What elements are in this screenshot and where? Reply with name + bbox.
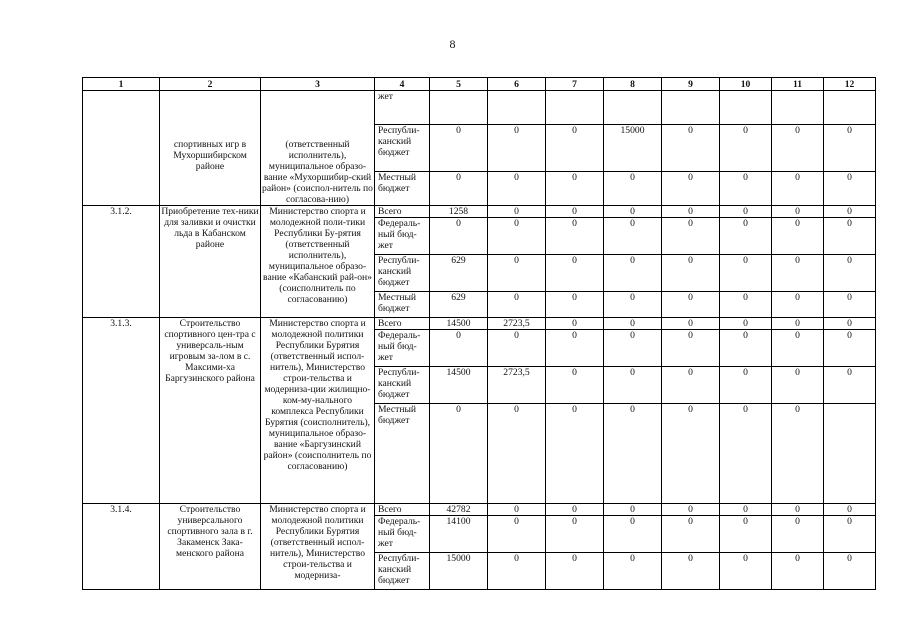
value-cell: 0 (546, 318, 604, 330)
value-cell: 629 (430, 255, 488, 292)
header-row (83, 78, 876, 91)
funding-source: Республи-канский бюджет (375, 124, 430, 172)
value-cell: 42782 (430, 504, 488, 516)
item-name: Строительство спортивного цен-тра с универсаль-ным игровым за-лом в с. Максими-ха Баргузинского района (160, 318, 261, 504)
value-cell: 14500 (430, 318, 488, 330)
value-cell: 0 (772, 404, 824, 504)
value-cell: 0 (824, 124, 876, 172)
value-cell: 0 (662, 516, 720, 553)
value-cell: 0 (772, 124, 824, 172)
value-cell: 0 (824, 318, 876, 330)
value-cell: 0 (772, 553, 824, 590)
value-cell: 2723,5 (488, 318, 546, 330)
value-cell: 0 (546, 516, 604, 553)
value-cell: 0 (662, 553, 720, 590)
value-cell: 0 (604, 367, 662, 404)
funding-source: Всего (375, 318, 430, 330)
item-executor: Министерство спорта и молодежной политики Республики Бурятия (ответственный испол-нитель), Министерство строи-тельства и модерниза- (261, 504, 375, 590)
value-cell: 0 (604, 404, 662, 504)
value-cell: 0 (546, 292, 604, 318)
value-cell: 0 (546, 172, 604, 206)
value-cell (430, 91, 488, 125)
funding-source: Республи-канский бюджет (375, 255, 430, 292)
value-cell: 0 (824, 172, 876, 206)
value-cell: 0 (662, 172, 720, 206)
value-cell: 0 (720, 516, 772, 553)
col-header: 11 (772, 78, 824, 91)
value-cell (662, 91, 720, 125)
value-cell: 0 (488, 292, 546, 318)
value-cell: 0 (604, 553, 662, 590)
item-number: 3.1.4. (83, 504, 160, 590)
value-cell (488, 91, 546, 125)
value-cell: 0 (430, 124, 488, 172)
value-cell: 0 (604, 318, 662, 330)
funding-source: Республи-канский бюджет (375, 367, 430, 404)
item-name: спортивных игр в Мухоршибирском районе (160, 91, 261, 206)
value-cell: 0 (720, 206, 772, 218)
value-cell: 0 (488, 255, 546, 292)
item-name: Строительство универсального спортивного зала в г. Закаменск Зака-менского района (160, 504, 261, 590)
value-cell: 0 (662, 206, 720, 218)
value-cell: 0 (546, 404, 604, 504)
col-header: 8 (604, 78, 662, 91)
program-table (82, 77, 876, 590)
value-cell: 15000 (604, 124, 662, 172)
value-cell: 0 (720, 124, 772, 172)
value-cell: 0 (720, 553, 772, 590)
value-cell: 0 (772, 330, 824, 367)
value-cell: 0 (430, 330, 488, 367)
value-cell: 0 (824, 218, 876, 255)
value-cell: 0 (546, 504, 604, 516)
value-cell: 0 (720, 255, 772, 292)
value-cell: 0 (720, 504, 772, 516)
table-row (83, 318, 876, 330)
value-cell: 629 (430, 292, 488, 318)
funding-source: Всего (375, 206, 430, 218)
value-cell: 0 (772, 504, 824, 516)
value-cell: 0 (546, 206, 604, 218)
value-cell: 0 (772, 218, 824, 255)
value-cell: 0 (604, 504, 662, 516)
value-cell: 0 (546, 124, 604, 172)
value-cell: 0 (720, 404, 772, 504)
value-cell: 0 (662, 318, 720, 330)
value-cell: 0 (662, 255, 720, 292)
funding-source: жет (375, 91, 430, 125)
value-cell: 0 (488, 516, 546, 553)
value-cell: 0 (604, 206, 662, 218)
value-cell: 0 (772, 172, 824, 206)
value-cell: 0 (488, 206, 546, 218)
value-cell: 0 (546, 330, 604, 367)
value-cell: 0 (604, 218, 662, 255)
value-cell: 0 (824, 516, 876, 553)
value-cell: 0 (824, 330, 876, 367)
value-cell: 0 (488, 553, 546, 590)
col-header: 9 (662, 78, 720, 91)
funding-source: Федераль-ный бюд-жет (375, 330, 430, 367)
value-cell (824, 404, 876, 504)
item-number: 3.1.2. (83, 206, 160, 318)
value-cell: 0 (824, 367, 876, 404)
value-cell: 0 (430, 172, 488, 206)
value-cell: 0 (720, 330, 772, 367)
value-cell (720, 91, 772, 125)
value-cell: 0 (662, 504, 720, 516)
value-cell: 14500 (430, 367, 488, 404)
item-number (83, 91, 160, 206)
item-name: Приобретение тех-ники для заливки и очистки льда в Кабанском районе (160, 206, 261, 318)
value-cell: 15000 (430, 553, 488, 590)
col-header: 1 (83, 78, 160, 91)
page-number: 8 (449, 37, 456, 51)
value-cell: 0 (430, 218, 488, 255)
value-cell: 2723,5 (488, 367, 546, 404)
table-row (83, 504, 876, 516)
col-header: 10 (720, 78, 772, 91)
funding-source: Республи-канский бюджет (375, 553, 430, 590)
col-header: 12 (824, 78, 876, 91)
value-cell: 0 (546, 367, 604, 404)
value-cell: 0 (772, 206, 824, 218)
funding-source: Местный бюджет (375, 292, 430, 318)
value-cell: 0 (488, 172, 546, 206)
value-cell: 0 (662, 404, 720, 504)
value-cell: 1258 (430, 206, 488, 218)
col-header: 5 (430, 78, 488, 91)
value-cell: 0 (772, 292, 824, 318)
value-cell: 0 (488, 218, 546, 255)
value-cell: 0 (772, 255, 824, 292)
value-cell: 0 (720, 172, 772, 206)
value-cell: 0 (546, 218, 604, 255)
col-header: 2 (160, 78, 261, 91)
value-cell: 0 (772, 367, 824, 404)
col-header: 7 (546, 78, 604, 91)
value-cell: 0 (662, 367, 720, 404)
value-cell: 0 (772, 318, 824, 330)
value-cell: 0 (546, 553, 604, 590)
value-cell: 0 (430, 404, 488, 504)
value-cell: 0 (546, 255, 604, 292)
value-cell: 0 (488, 330, 546, 367)
value-cell: 0 (824, 553, 876, 590)
value-cell: 0 (662, 330, 720, 367)
col-header: 4 (375, 78, 430, 91)
value-cell: 0 (824, 206, 876, 218)
item-number: 3.1.3. (83, 318, 160, 504)
funding-source: Федераль-ный бюд-жет (375, 218, 430, 255)
table-row (83, 91, 876, 125)
item-executor: Министерство спорта и молодежной поли-тики Республики Бу-рятия (ответственный исполнитель), муниципальное образо-вание «Кабанский рай-он» (соисполнитель по согласованию) (261, 206, 375, 318)
value-cell: 0 (488, 404, 546, 504)
value-cell: 0 (604, 172, 662, 206)
value-cell: 0 (772, 516, 824, 553)
value-cell: 0 (824, 292, 876, 318)
value-cell: 0 (824, 504, 876, 516)
col-header: 3 (261, 78, 375, 91)
value-cell: 0 (604, 330, 662, 367)
item-executor: (ответственный исполнитель), муниципальное образо-вание «Мухоршибир-ский район» (соиспол-нитель по согласова-нию) (261, 91, 375, 206)
value-cell: 0 (662, 218, 720, 255)
funding-source: Всего (375, 504, 430, 516)
value-cell (546, 91, 604, 125)
value-cell: 14100 (430, 516, 488, 553)
value-cell (772, 91, 824, 125)
value-cell (824, 91, 876, 125)
value-cell: 0 (604, 255, 662, 292)
table-row (83, 206, 876, 218)
value-cell: 0 (604, 292, 662, 318)
value-cell: 0 (720, 292, 772, 318)
funding-source: Федераль-ный бюд-жет (375, 516, 430, 553)
value-cell: 0 (720, 218, 772, 255)
funding-source: Местный бюджет (375, 404, 430, 504)
value-cell: 0 (720, 318, 772, 330)
value-cell: 0 (488, 504, 546, 516)
value-cell: 0 (488, 124, 546, 172)
value-cell (604, 91, 662, 125)
value-cell: 0 (662, 124, 720, 172)
funding-source: Местный бюджет (375, 172, 430, 206)
value-cell: 0 (604, 516, 662, 553)
value-cell: 0 (662, 292, 720, 318)
item-executor: Министерство спорта и молодежной политики Республики Бурятия (ответственный испол-нитель), Министерство строи-тельства и модерниза-ции жилищно-ком-му-нального комплекса Республики Бурятия (соисполнитель), муниципальное образо-вание «Баргузинский район» (соисполнитель по согласованию) (261, 318, 375, 504)
col-header: 6 (488, 78, 546, 91)
value-cell: 0 (824, 255, 876, 292)
value-cell: 0 (720, 367, 772, 404)
